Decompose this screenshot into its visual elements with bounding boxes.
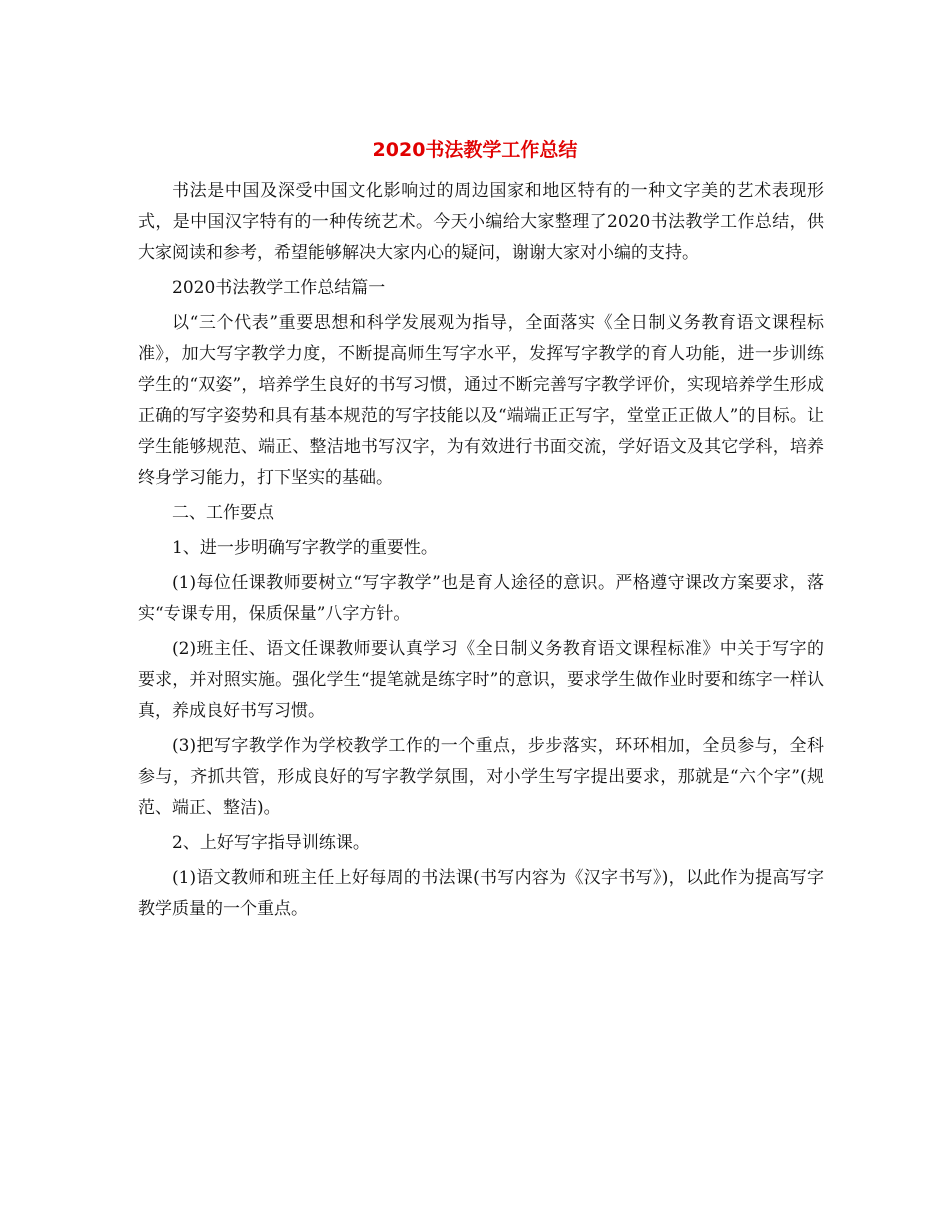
list-item: (2)班主任、语文任课教师要认真学习《全日制义务教育语文课程标准》中关于写字的要求，并对照实施。强化学生“提笔就是练字时”的意识，要求学生做作业时要和练字一样认真，养成良好书写习惯。 xyxy=(138,639,824,721)
section-heading: 二、工作要点 xyxy=(172,503,274,523)
body-paragraph: 以“三个代表”重要思想和科学发展观为指导，全面落实《全日制义务教育语文课程标准》，加大写字教学力度，不断提高师生写字水平，发挥写字教学的育人功能，进一步训练学生的“双姿”，培养学生良好的书写习惯，通过不断完善写字教学评价，实现培养学生形成正确的写字姿势和具有基本规范的写字技能以及“端端正正写字，堂堂正正做人”的目标。让学生能够规范、端正、整洁地书写汉字，为有效进行书面交流，学好语文及其它学科，培养终身学习能力，打下坚实的基础。 xyxy=(138,313,824,488)
list-item: 2、上好写字指导训练课。 xyxy=(172,833,370,853)
list-item: (1)每位任课教师要树立“写字教学”也是育人途径的意识。严格遵守课改方案要求，落实“专课专用，保质保量”八字方针。 xyxy=(138,573,824,624)
section-heading: 2020书法教学工作总结篇一 xyxy=(172,278,386,298)
document-body xyxy=(138,176,824,929)
list-item: (3)把写字教学作为学校教学工作的一个重点，步步落实，环环相加，全员参与，全科参与，齐抓共管，形成良好的写字教学氛围，对小学生写字提出要求，那就是“六个字”(规范、端正、整洁)。 xyxy=(138,736,824,818)
list-item: 1、进一步明确写字教学的重要性。 xyxy=(172,538,438,558)
document-title: 2020书法教学工作总结 xyxy=(372,139,578,161)
intro-paragraph: 书法是中国及深受中国文化影响过的周边国家和地区特有的一种文字美的艺术表现形式，是中国汉字特有的一种传统艺术。今天小编给大家整理了2020书法教学工作总结，供大家阅读和参考，希望能够解决大家内心的疑问，谢谢大家对小编的支持。 xyxy=(138,181,824,263)
list-item: (1)语文教师和班主任上好每周的书法课(书写内容为《汉字书写》)，以此作为提高写字教学质量的一个重点。 xyxy=(138,868,824,919)
